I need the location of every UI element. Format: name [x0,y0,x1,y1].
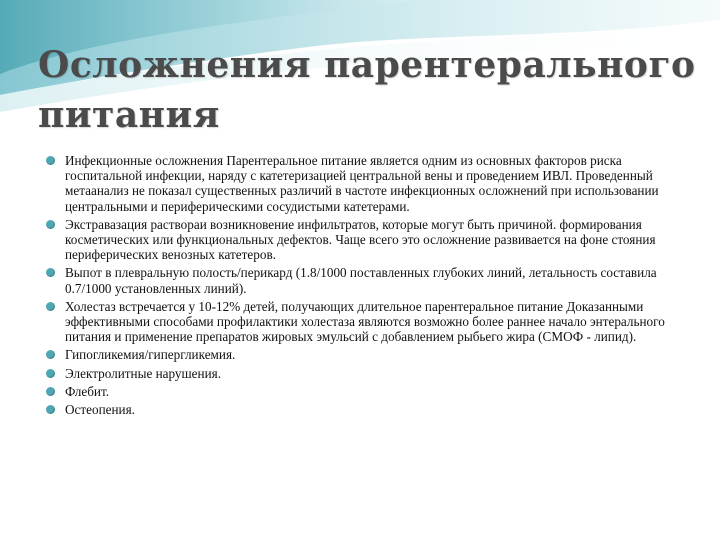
list-item [46,265,698,295]
list-item-text: Электролитные нарушения. [65,365,222,381]
list-item [46,217,698,263]
bullet-icon [46,156,55,165]
list-item-text: Экстравазация растворaи возникновение инфильтратов, которые могут быть причиной. формирования косметических или функциональных дефектов. Чаще всего это осложнение развивается на фоне стояния периферических венозных катетеров. [65,216,656,263]
list-item-text: Остеопения. [65,402,135,418]
bullet-icon [46,220,55,229]
list-item-text: Гипогликемия/гипергликемия. [65,347,236,363]
bullet-icon [46,387,55,396]
bullet-list [46,153,698,420]
list-item [46,153,698,214]
list-item [46,347,698,362]
list-item-text: Холестаз встречается у 10-12% детей, получающих длительное парентеральное питание Доказанными эффективными способами профилактики холестаза являются возможно более раннее начало энтерального питания и применение препаратов жировых эмульсий с добавлением рыбьего жира (СМОФ - липид). [65,298,665,345]
bullet-icon [46,350,55,359]
list-item-text: Флебит. [65,383,110,399]
list-item [46,366,698,381]
list-item-text: Инфекционные осложнения Парентеральное питание является одним из основных факторов риска госпитальной инфекции, наряду с катетеризацией центральной вены и проведением ИВЛ. Проведенный метаанализ не показал существенных различий в частоте инфекционных осложнений при использовании центральными и периферическими сосудистыми катетерами. [65,153,659,214]
slide-title: Осложнения парентерального питания [38,44,696,136]
bullet-icon [46,268,55,277]
bullet-icon [46,369,55,378]
list-item-text: Выпот в плевральную полость/перикард (1.8/1000 поставленных глубоких линий, летальность составила 0.7/1000 установленных линий). [65,265,657,296]
bullet-icon [46,405,55,414]
bullet-icon [46,302,55,311]
list-item [46,299,698,345]
list-item [46,384,698,399]
list-item [46,402,698,417]
